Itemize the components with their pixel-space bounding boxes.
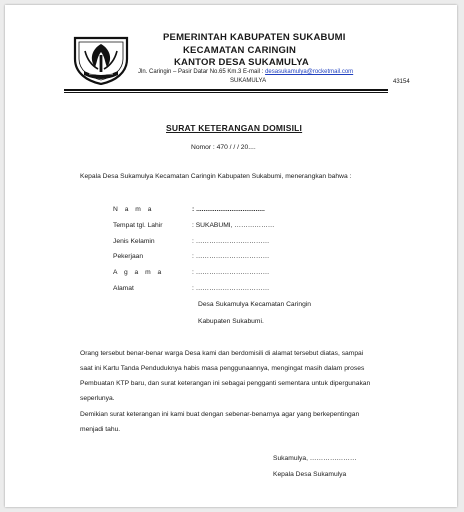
paragraph-2-line-2: menjadi tahu. (80, 426, 121, 433)
field-value-address: : …………………………… (192, 285, 270, 292)
header-rule-thin (64, 92, 388, 93)
intro-text: Kepala Desa Sukamulya Kecamatan Caringin Kabupaten Sukabumi, menerangkan bahwa : (80, 173, 352, 180)
field-label-religion: A g a m a (113, 269, 164, 276)
field-label-name: N a m a (113, 206, 154, 213)
regency-emblem-icon (71, 35, 131, 85)
field-value-gender: : …………………………… (192, 238, 270, 245)
address-line-1: Desa Sukamulya Kecamatan Caringin (198, 301, 312, 308)
header-district: KECAMATAN CARINGIN (183, 45, 297, 56)
header-office: KANTOR DESA SUKAMULYA (174, 57, 309, 68)
signature-place-date: Sukamulya, ………………… (273, 455, 357, 462)
paragraph-1-line-1: Orang tersebut benar-benar warga Desa kami dan berdomisili di alamat tersebut diatas, sampai (80, 350, 364, 357)
field-label-gender: Jenis Kelamin (113, 238, 155, 245)
field-value-religion: : …………………………… (192, 269, 270, 276)
header-address (138, 69, 353, 75)
field-label-occupation: Pekerjaan (113, 253, 144, 260)
field-value-occupation: : …………………………… (192, 253, 270, 260)
field-label-birth: Tempat tgl. Lahir (113, 222, 163, 229)
document-page (5, 5, 457, 507)
header-rule-thick (64, 89, 388, 91)
header-government: PEMERINTAH KABUPATEN SUKABUMI (163, 32, 346, 43)
paragraph-1-line-2: saat ini Kartu Tanda Penduduknya habis masa penggunaannya, mengingat masih dalam proses (80, 365, 365, 372)
email-link[interactable]: desasukamulya@rocketmail.com (265, 69, 354, 75)
paragraph-2-line-1: Demikian surat keterangan ini kami buat dengan sebenar-benarnya agar yang berkepentingan (80, 411, 360, 418)
field-value-birth: : SUKABUMI, ……………… (192, 222, 275, 229)
signature-position: Kepala Desa Sukamulya (273, 471, 347, 478)
header-postal-code: 43154 (393, 79, 410, 85)
field-label-address: Alamat (113, 285, 134, 292)
address-text: Jln. Caringin – Pasir Datar No.65 Km.3 E-mail : (138, 69, 264, 75)
document-number: Nomor : 470 / / / 20.... (191, 144, 256, 151)
paragraph-1-line-4: seperlunya. (80, 395, 115, 402)
paragraph-1-line-3: Pembuatan KTP baru, dan surat keterangan ini sebagai pengganti sementara untuk dipergunakan (80, 380, 371, 387)
address-line-2: Kabupaten Sukabumi. (198, 318, 264, 325)
field-value-name: : ..................................... (192, 206, 265, 213)
document-title: SURAT KETERANGAN DOMISILI (166, 123, 303, 133)
header-village: SUKAMULYA (230, 78, 267, 84)
